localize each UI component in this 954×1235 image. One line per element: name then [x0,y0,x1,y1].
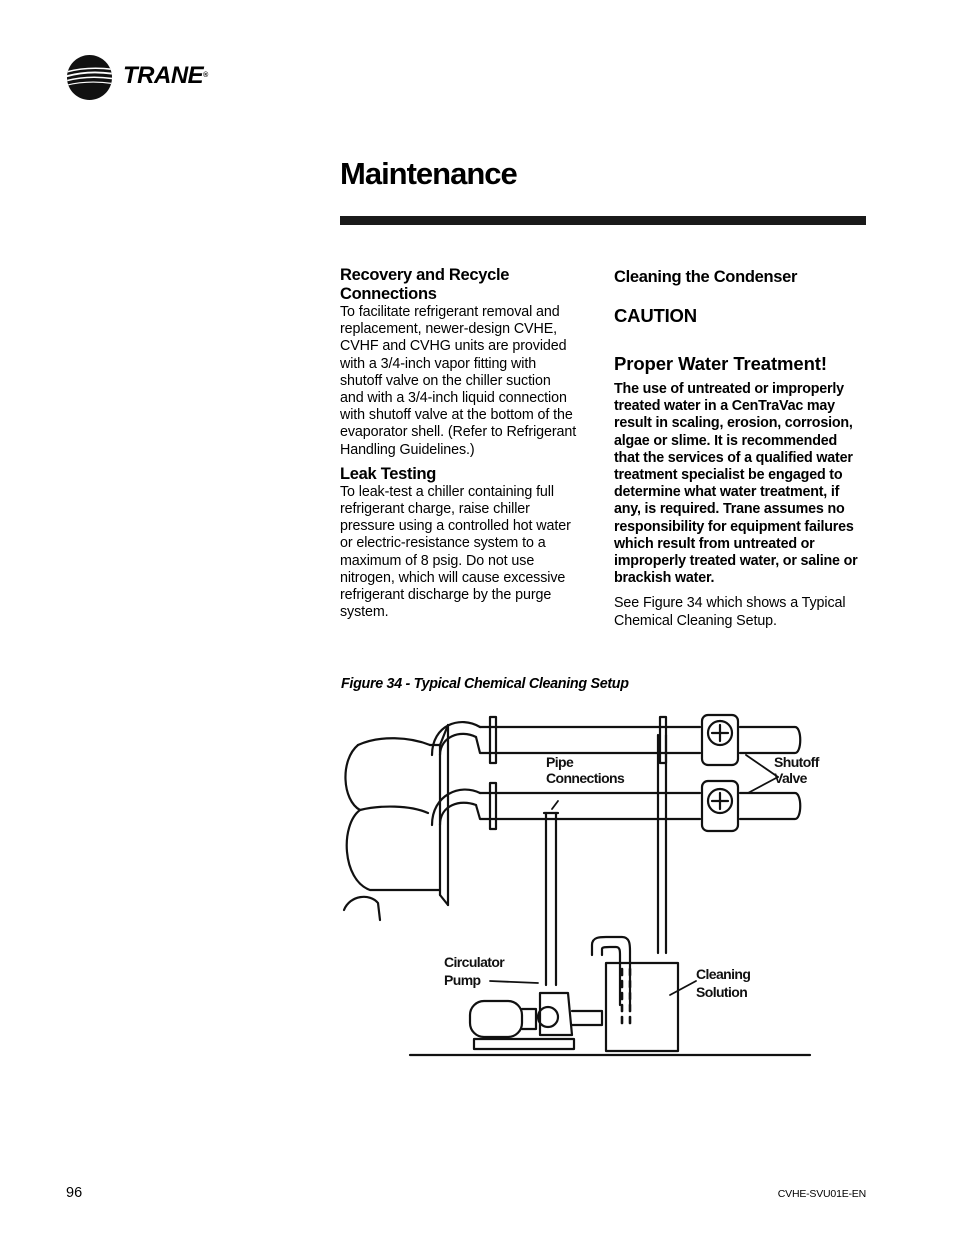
section-heading-cleaning-condenser: Cleaning the Condenser [614,268,798,286]
text-line: replacement, newer-design CVHE, [340,321,558,338]
text-line: To leak-test a chiller containing full [340,483,554,500]
section-body [340,484,594,622]
text-line: responsibility for equipment failures [614,518,854,535]
text-line: treatment specialist be engaged to [614,467,843,484]
label-circulator-pump-line-1: Circulator [444,954,505,970]
title-rule [340,216,866,225]
warning-body [614,381,868,587]
text-line: evaporator shell. (Refer to Refrigerant [340,424,577,441]
document-code: CVHE-SVU01E-EN [777,1188,866,1200]
text-line: treated water in a CenTraVac may [614,398,835,415]
section-recovery-recycle [340,266,594,459]
section-leak-testing [340,465,594,622]
text-line: Handling Guidelines.) [340,441,475,458]
text-line: system. [340,604,389,621]
circulator-pump-drawing [470,993,602,1049]
section-heading: Recovery and Recycle Connections [340,266,510,303]
figure-caption: Figure 34 - Typical Chemical Cleaning Setup [341,676,629,692]
label-shutoff-valve-line-2: Valve [774,770,807,786]
text-line: refrigerant charge, raise chiller [340,501,530,518]
text-line: any, is required. Trane assumes no [614,501,845,518]
shutoff-valve-lower [702,781,738,831]
text-line: nitrogen, which will cause excessive [340,569,566,586]
text-line: maximum of 8 psig. Do not use [340,552,535,569]
text-line: that the services of a qualified water [614,449,853,466]
section-body [340,304,594,459]
label-shutoff-valve-line-1: Shutoff [774,754,819,770]
trane-logo [66,54,216,102]
label-circulator-pump-line-2: Pump [444,972,481,988]
upper-water-pipe [432,717,800,763]
text-line: shutoff valve on the chiller suction [340,372,551,389]
text-line: To facilitate refrigerant removal and [340,304,560,320]
text-line: Chemical Cleaning Setup. [614,612,777,629]
lower-water-pipe [432,783,800,829]
text-line: or electric-resistance system to a [340,535,546,552]
text-line: See Figure 34 which shows a Typical [614,595,846,612]
figure-reference-note [614,595,868,629]
trane-circle-logo-icon [66,54,113,101]
text-line: algae or slime. It is recommended [614,432,838,449]
page-number: 96 [66,1185,83,1201]
label-cleaning-solution-line-2: Solution [696,984,748,1000]
text-line: refrigerant discharge by the purge [340,587,552,604]
text-line: CVHF and CVHG units are provided [340,338,567,355]
text-line: improperly treated water, or saline or [614,553,858,570]
label-cleaning-solution-line-1: Cleaning [696,966,751,982]
text-line: determine what water treatment, if [614,484,840,501]
text-line: brackish water. [614,570,715,587]
right-column [614,268,868,630]
label-pipe-connections-line-2: Connections [546,770,625,786]
chemical-cleaning-setup-illustration [340,705,840,1065]
text-line: The use of untreated or improperly [614,381,844,397]
cleaning-solution-tank [606,963,678,1051]
trane-wordmark: TRANE® [123,62,208,89]
label-pipe-connections-line-1: Pipe [546,754,574,770]
warning-heading: Proper Water Treatment! [614,353,827,374]
text-line: and with a 3/4-inch liquid connection [340,390,567,407]
left-column [340,266,594,621]
text-line: pressure using a controlled hot water [340,518,571,535]
shutoff-valve-upper [702,715,738,765]
page-title: Maintenance [340,156,517,191]
text-line: with shutoff valve at the bottom of the [340,407,573,424]
text-line: result in scaling, erosion, corrosion, [614,415,853,432]
text-line: with a 3/4-inch vapor fitting with [340,355,537,372]
text-line: which result from untreated or [614,535,815,552]
section-heading: Leak Testing [340,464,437,483]
callout-leaders [490,755,778,995]
caution-label: CAUTION [614,305,697,326]
